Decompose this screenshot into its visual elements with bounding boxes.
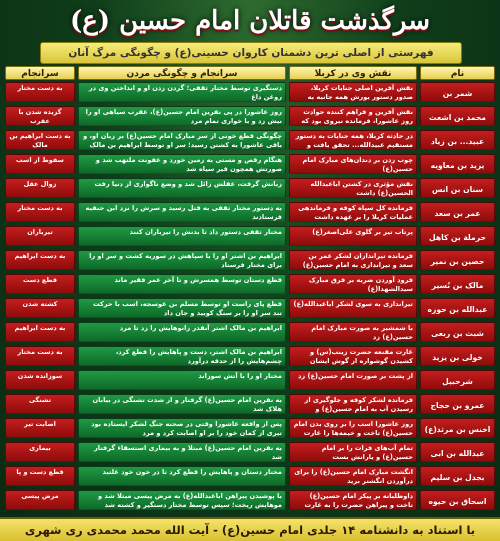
row-role: پرتاب تیر بر گلوی علی‌اصغر(ع) [289, 226, 417, 246]
row-death: به دست مختار [5, 202, 75, 222]
row-death: تیرباران [5, 226, 75, 246]
table-row [5, 178, 495, 198]
row-fate: ابراهیم بن اشتر او را با سپاهش در سوریه کشت و سر او را برای مختار فرستاد [78, 250, 286, 270]
row-fate: با پوشیدن پیراهن ابا‌عبدالله(ع) به مرض پیسی مبتلا شد و موهایش ریخت؛ سپس توسط مختار دستگیر و کشته شد [78, 490, 286, 510]
row-role: نقش آفرین و فراهم کننده حوادث روز عاشورا، فرمانده نیروی بود که [289, 106, 417, 126]
row-fate: ابراهیم بن مالک اشتر آنقدر زانوهایش را زد تا مرد [78, 322, 286, 342]
table-row [5, 490, 495, 510]
row-role: فرمانده کل سپاه کوفه و فرماندهی عملیات کربلا را بر عهده داشت [289, 202, 417, 222]
row-fate: زبانش گرفت، عقلش زائل شد و وضع ناگواری از دنیا رفت [78, 178, 286, 198]
table-row [5, 226, 495, 246]
row-fate: روز عاشورا در پی نفرین امام حسین(ع)، عقرب سیاهی او را نیش زد و با خواری تمام مرد [78, 106, 286, 126]
row-death: قطع دست [5, 274, 75, 294]
row-role: تمام آب‌های فرات را بر امام حسین(ع) و یارانش بست [289, 442, 417, 462]
table-row [5, 250, 495, 270]
row-death: به دست ابراهیم [5, 322, 75, 342]
row-death: سوزانده شدن [5, 370, 75, 390]
row-name: حصین بن نمیر [420, 250, 495, 270]
column-header-death: سرانجام [5, 66, 75, 80]
column-header-fate: سرانجام و چگونگی مردن [78, 66, 286, 80]
page-title: سرگذشت قاتلان امام حسین (ع) [69, 6, 431, 36]
row-fate: ابراهیم بن مالک اشتر، دست و پاهایش را قطع کرد، چشم‌هایش را از حدقه درآورد [78, 346, 286, 366]
row-name: عبید... بن زیاد [420, 130, 495, 150]
table-row [5, 202, 495, 222]
table-row [5, 106, 495, 126]
table-row [5, 466, 495, 486]
row-name: یزید بن معاویه [420, 154, 495, 174]
table-row [5, 82, 495, 102]
row-name: خولی بن یزید [420, 346, 495, 366]
row-fate: مختار او را با آتش سوزاند [78, 370, 286, 390]
row-death: به دست مختار [5, 82, 75, 102]
row-name: اخنس بن مرثد(ع) [420, 418, 495, 438]
row-fate: به دستور مختار ثقفی به قتل رسید و سرش را نزد ابن حنفیه فرستادند [78, 202, 286, 222]
row-fate: قطع پای راست او توسط مسلم بن عوسجه، اسب با حرکت تند سر او را بر سنگ کوبید و جان داد [78, 298, 286, 318]
row-death: به دست مختار [5, 346, 75, 366]
row-role: نقش آفرین اصلی جنایات کربلا، صدور دستور یورش همه جانبه به [289, 82, 417, 102]
row-death: مرض پیسی [5, 490, 75, 510]
row-name: شمر بن [420, 82, 495, 102]
row-death: تشنگی [5, 394, 75, 414]
row-death: قطع دست و پا [5, 466, 75, 486]
source-footer: با استناد به دانشنامه ۱۴ جلدی امام حسین(ع) - آیت الله محمد محمدی ری شهری [0, 517, 500, 541]
row-death: زوال عقل [5, 178, 75, 198]
row-name: اسحاق بن حیوه [420, 490, 495, 510]
row-death: به دست ابراهیم [5, 250, 75, 270]
row-role: فرمانده تیراندازان لشکر عمر بن سعد و تیراندازی به امام حسین(ع) [289, 250, 417, 270]
row-name: سنان بن انس [420, 178, 495, 198]
row-name: حرملة بن کاهل [420, 226, 495, 246]
row-death: بیماری [5, 442, 75, 462]
row-fate: مختار دستان و پاهایش را قطع کرد تا در خون خود غلتید [78, 466, 286, 486]
row-role: تیراندازی به سوی لشکر ابا‌عبدالله(ع) [289, 298, 417, 318]
row-name: عبدالله بن حوزه [420, 298, 495, 318]
row-fate: به نفرین امام حسین(ع) گرفتار و از شدت تشنگی در بیابان هلاک شد [78, 394, 286, 414]
row-name: بجدل بن سلیم [420, 466, 495, 486]
row-name: شرحبیل [420, 370, 495, 390]
row-fate: چگونگی قطع خونی از سر مبارک امام حسین(ع) بر زبان او، و باقی عاشورا به کشتن رسید؛ سر او توسط ابراهیم بن مالک [78, 130, 286, 150]
row-death: گزیده شدن با عقرب [5, 106, 75, 126]
row-fate: هنگام رقص و مستی به زمین خورد و عفونت ملتهب شد و صورتش همچون قیر سیاه شد [78, 154, 286, 174]
row-death: به دست ابراهیم بن مالک [5, 130, 75, 150]
row-name: مالک بن نُسیر [420, 274, 495, 294]
row-role: انگشت مبارک امام حسین(ع) را برای درآوردن انگشتر برید [289, 466, 417, 486]
row-role: فرمانده لشکر کوفه و جلوگیری از رسیدن آب به امام حسین(ع) و [289, 394, 417, 414]
column-header-role: نقش وی در کربلا [289, 66, 417, 80]
row-name: عمرو بن حجاج [420, 394, 495, 414]
row-fate: به نفرین امام حسین(ع) مبتلا و به بیماری استسقاء گرفتار شد [78, 442, 286, 462]
table-row [5, 418, 495, 438]
row-role: روز عاشورا اسب را بر روی بدن امام حسین(ع) تاخت و خیمه‌ها را غارت [289, 418, 417, 438]
row-role: داوطلبانه بر پیکر امام حسین(ع) تاخت و پیراهن حضرت را به غارت [289, 490, 417, 510]
row-fate: قطع دستان توسط همسرش و تا آخر عمر فقیر ماند [78, 274, 286, 294]
killers-table [5, 66, 495, 516]
row-role: نقش مؤثری در کشتن ابا‌عبدالله الحسین(ع) داشت [289, 178, 417, 198]
row-name: شبث بن ربعی [420, 322, 495, 342]
table-row [5, 154, 495, 174]
row-death: کشته شدن [5, 298, 75, 318]
table-row [5, 130, 495, 150]
row-fate: مختار ثقفی دستور داد تا بدنش را تیرباران کنند [78, 226, 286, 246]
row-role: فرود آوردن ضربه بر فرق مبارک سیدالشهدا(ع) [289, 274, 417, 294]
row-role: در حادثه کربلا، همه جنایات به دستور مستقیم عبیدالله... تحقق یافت و [289, 130, 417, 150]
row-role: غارت مقنعه حضرت زینب(س) و کشیدن گوشواره از گوش ایشان [289, 346, 417, 366]
row-fate: دستگیری توسط مختار ثقفی؛ گردن زدن او و انداختن وی در روغن داغ [78, 82, 286, 102]
row-role: از پشت بر صورت امام حسین(ع) زد [289, 370, 417, 390]
row-name: عبدالله بن ابی [420, 442, 495, 462]
row-name: محمد بن اشعث [420, 106, 495, 126]
table-row [5, 298, 495, 318]
table-row [5, 346, 495, 366]
table-row [5, 322, 495, 342]
table-row [5, 442, 495, 462]
table-row [5, 370, 495, 390]
row-role: چوب زدن بر دندان‌های مبارک امام حسین(ع) [289, 154, 417, 174]
table-row [5, 394, 495, 414]
row-death: اصابت تیر [5, 418, 75, 438]
row-role: با شمشیر به صورت مبارک امام حسین(ع) زد [289, 322, 417, 342]
row-name: عمر بن سعد [420, 202, 495, 222]
row-death: سقوط از اسب [5, 154, 75, 174]
row-fate: پس از واقعه عاشورا وقتی در صحنه جنگ لشکر ایستاده بود تیری از کمان خود را بر او اصابت کرد و مرد [78, 418, 286, 438]
column-header-name: نام [420, 66, 495, 80]
table-row [5, 274, 495, 294]
page-subtitle: فهرستی از اصلی ترین دشمنان کاروان حسینی(ع) و چگونگی مرگ آنان [40, 42, 462, 64]
